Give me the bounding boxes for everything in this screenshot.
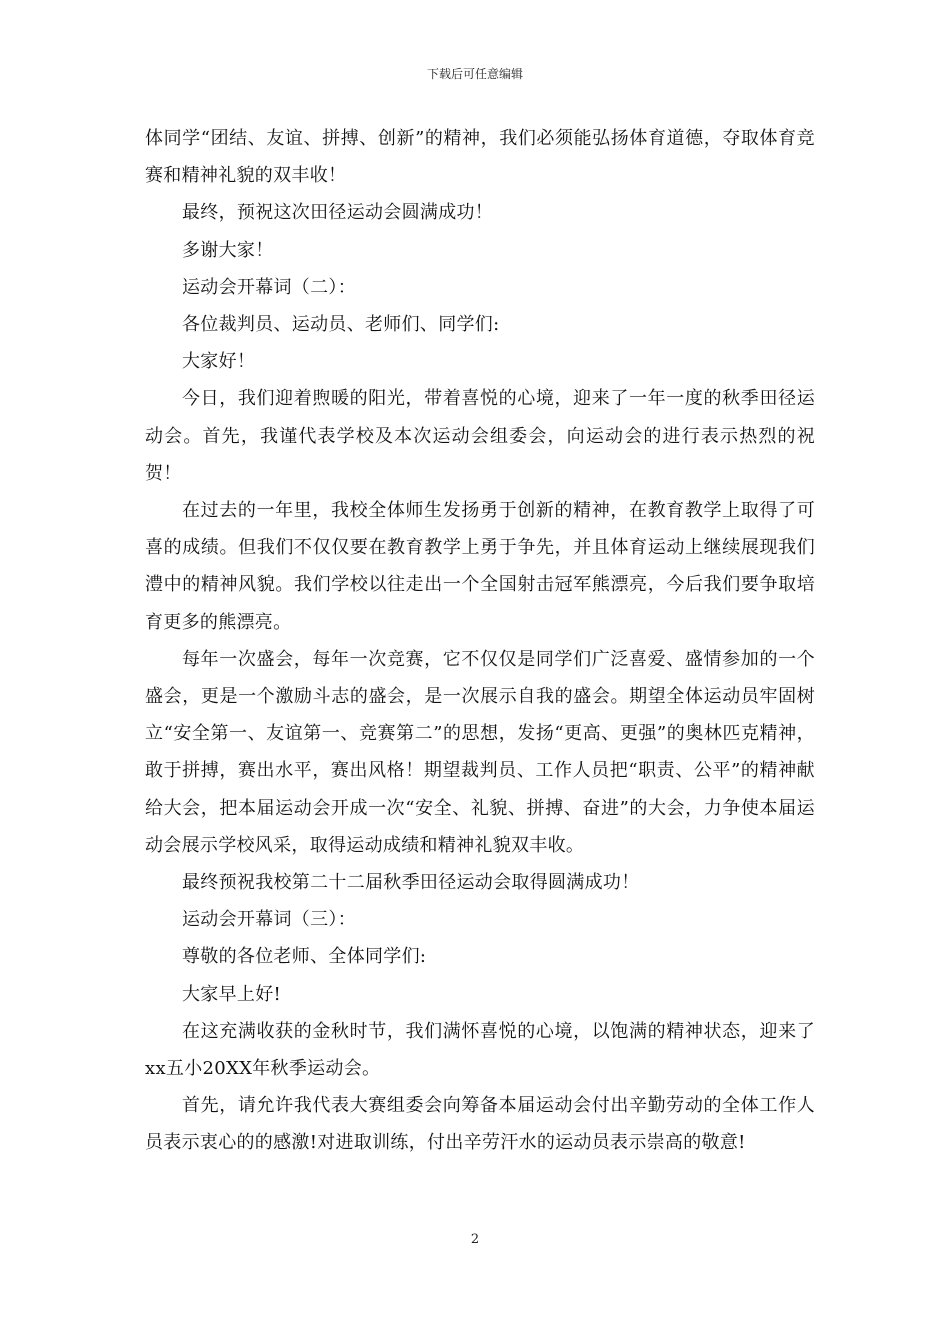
paragraph-continuation: 体同学“团结、友谊、拼搏、创新”的精神，我们必须能弘扬体育道德，夺取体育竞赛和精神礼貌的双丰收！ xyxy=(145,128,815,187)
section-heading-3: 运动会开幕词（三）： xyxy=(182,909,356,931)
document-body xyxy=(145,120,815,1162)
paragraph-greeting-3: 大家早上好! xyxy=(182,983,282,1005)
paragraph-salutation-3: 尊敬的各位老师、全体同学们: xyxy=(182,946,427,968)
paragraph-thanks: 多谢大家！ xyxy=(182,239,274,261)
paragraph-annual-event: 每年一次盛会，每年一次竞赛，它不仅仅是同学们广泛喜爱、盛情参加的一个盛会，更是一个激励斗志的盛会，是一次展示自我的盛会。期望全体运动员牢固树立“安全第一、友谊第一、竞赛第二”的思想，发扬“更高、更强”的奥林匹克精神，敢于拼搏，赛出水平，赛出风格！期望裁判员、工作人员把“职责、公平”的精神献给大会，把本届运动会开成一次“安全、礼貌、拼搏、奋进”的大会，力争使本届运动会展示学校风采，取得运动成绩和精神礼貌双丰收。 xyxy=(145,648,815,856)
paragraph-final-wish: 最终预祝我校第二十二届秋季田径运动会取得圆满成功！ xyxy=(182,872,640,894)
paragraph-closing-wish: 最终，预祝这次田径运动会圆满成功！ xyxy=(182,202,494,224)
section-heading-2: 运动会开幕词（二）： xyxy=(182,276,356,298)
page-header-note: 下载后可任意编辑 xyxy=(426,67,523,81)
page-number: 2 xyxy=(470,1232,480,1247)
paragraph-greeting: 大家好！ xyxy=(182,351,256,373)
paragraph-gratitude: 首先，请允许我代表大赛组委会向筹备本届运动会付出辛勤劳动的全体工作人员表示衷心的的感激!对进取训练，付出辛劳汗水的运动员表示崇高的敬意! xyxy=(145,1095,815,1154)
paragraph-opening: 今日，我们迎着煦暖的阳光，带着喜悦的心境，迎来了一年一度的秋季田径运动会。首先，我谨代表学校及本次运动会组委会，向运动会的进行表示热烈的祝贺！ xyxy=(145,388,815,484)
paragraph-past-year: 在过去的一年里，我校全体师生发扬勇于创新的精神，在教育教学上取得了可喜的成绩。但我们不仅仅要在教育教学上勇于争先，并且体育运动上继续展现我们澧中的精神风貌。我们学校以往走出一个全国射击冠军熊漂亮，今后我们要争取培育更多的熊漂亮。 xyxy=(145,500,815,633)
paragraph-autumn: 在这充满收获的金秋时节，我们满怀喜悦的心境，以饱满的精神状态，迎来了xx五小20XX年秋季运动会。 xyxy=(145,1020,815,1080)
paragraph-salutation: 各位裁判员、运动员、老师们、同学们: xyxy=(182,314,500,336)
